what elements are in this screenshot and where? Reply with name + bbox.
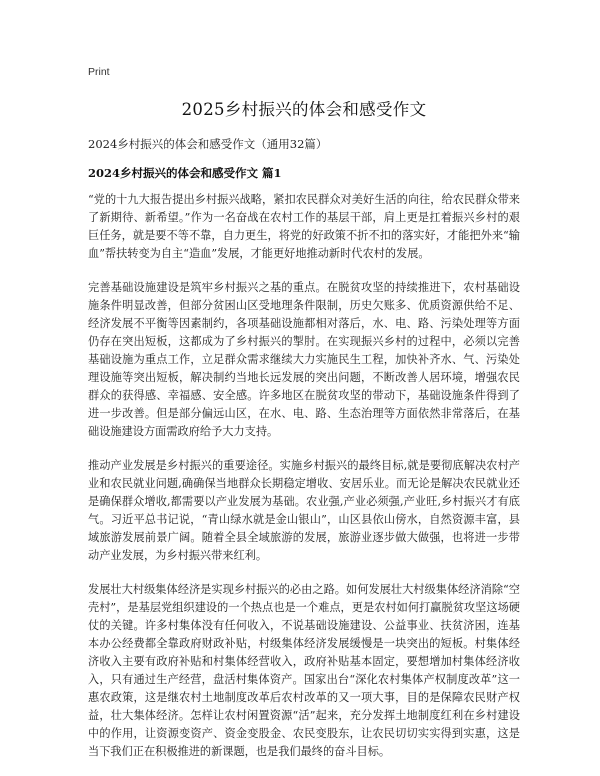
paragraph-3: 推动产业发展是乡村振兴的重要途径。实施乡村振兴的最终目标,就是要彻底解决农村产业和农民就业问题,确确保当地群众长期稳定增收、安居乐业。而无论是解决农民就业还是确保群众增收,都需要以产业发展为基础。农业强,产业必须强,产业旺,乡村振兴才有底气。习近平总书记说，“青山绿水就是金山银山”，山区县依山傍水，自然资源丰富，县域旅游发展前景广阔。随着全县全域旅游的发展，旅游业逐步做大做强，也将进一步带动产业发展，为乡村振兴带来红利。	[88, 459, 520, 562]
page-title: 2025乡村振兴的体会和感受作文	[181, 100, 427, 119]
print-link[interactable]: Print	[88, 66, 110, 78]
paragraph-1: “党的十九大报告提出乡村振兴战略，紧扣农民群众对美好生活的向往，给农民群众带来了新期待、新希望。”作为一名奋战在农村工作的基层干部，肩上更是扛着振兴乡村的艰巨任务，就是要不等不靠，自力更生，将党的好政策不折不扣的落实好，才能把外来“输血”帮扶转变为自主“造血”发展，才能更好地推动新时代农村的发展。	[88, 193, 520, 260]
section-heading: 2024乡村振兴的体会和感受作文 篇1	[88, 166, 282, 180]
paragraph-2: 完善基础设施建设是筑牢乡村振兴之基的重点。在脱贫攻坚的持续推进下，农村基础设施条件明显改善，但部分贫困山区受地理条件限制，历史欠账多、优质资源供给不足、经济发展不平衡等因素制约，各项基础设施都相对落后，水、电、路、污染处理等方面仍存在突出短板，这都成为了乡村振兴的掣肘。在实现振兴乡村的过程中，必须以完善基础设施为重点工作，立足群众需求继续大力实施民生工程，加快补齐水、气、污染处理设施等突出短板，解决制约当地长远发展的突出问题，不断改善人居环境，增强农民群众的获得感、幸福感、安全感。许多地区在脱贫攻坚的带动下，基础设施条件得到了进一步改善。但是部分偏远山区，在水、电、路、生态治理等方面依然非常落后，在基础设施建设方面需政府给予大力支持。	[88, 281, 520, 438]
document-subtitle: 2024乡村振兴的体会和感受作文（通用32篇）	[88, 137, 328, 151]
paragraph-4: 发展壮大村级集体经济是实现乡村振兴的必由之路。如何发展壮大村级集体经济消除“空壳村”，是基层党组织建设的一个热点也是一个难点，更是农村如何打赢脱贫攻坚这场硬仗的关键。许多村集体没有任何收入，不说基础设施建设、公益事业、扶贫济困，连基本办公经费都全靠政府财政补贴，村级集体经济发展缓慢是一块突出的短板。村集体经济收入主要有政府补贴和村集体经营收入，政府补贴基本固定，要想增加村集体经济收入，只有通过生产经营，盘活村集体资产。国家出台“深化农村集体产权制度改革”这一惠农政策，这是继农村土地制度改革后农村改革的又一项大事，目的是保障农民财产权益，壮大集体经济。怎样让农村闲置资源“活”起来，充分发挥土地制度红利在乡村建设中的作用，让资源变资产、资金变股金、农民变股东，让农民切切实实得到实惠，这是当下我们正在积极推进的新课题，也是我们最终的奋斗目标。	[88, 583, 520, 758]
document-page	[88, 66, 520, 761]
